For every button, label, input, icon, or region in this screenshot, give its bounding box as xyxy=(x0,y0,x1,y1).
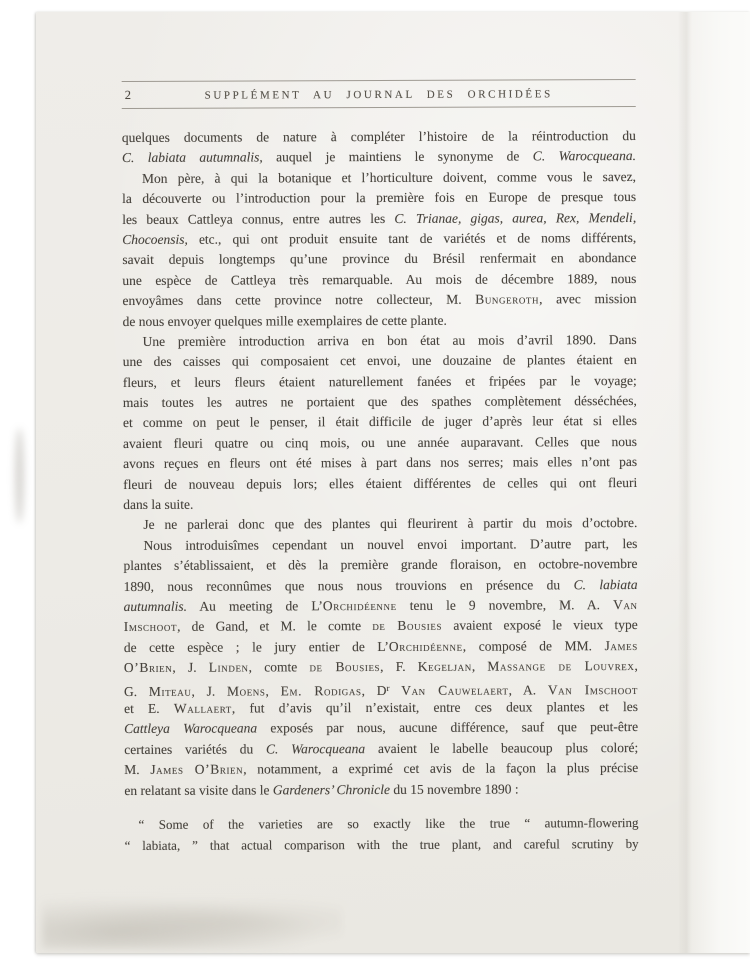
text-segment: exposés par nous, aucune différence, sauf que peut-être xyxy=(257,719,639,736)
text-segment: Au meeting de L’ xyxy=(187,598,323,614)
text-line xyxy=(122,126,636,148)
text-line xyxy=(124,677,638,699)
paragraph xyxy=(123,330,638,515)
smallcaps-name: Linden xyxy=(208,659,249,675)
text-segment: , avec mission xyxy=(539,291,637,307)
text-line xyxy=(124,738,638,760)
italic-text: Chocoensis, xyxy=(122,231,188,247)
text-segment: Une première introduction arriva en bon état au mois d’avril 1890. Dans xyxy=(142,331,637,349)
text-segment: Je ne parlerai donc que des plantes qui fleurirent à partir du mois d’octobre. xyxy=(143,515,638,533)
text-line xyxy=(124,615,638,637)
text-line xyxy=(123,391,637,413)
text-segment: quelques documents de nature à compléter l’histoire de la réintroduction du xyxy=(121,128,636,145)
text-segment: M. xyxy=(124,761,151,778)
italic-text: C. labiata autumnalis, xyxy=(121,149,263,166)
italic-text: Gardeners’ Chronicle xyxy=(272,781,390,797)
text-line xyxy=(123,330,637,352)
text-line xyxy=(123,310,637,332)
text-segment: en relatant sa visite dans le xyxy=(124,781,273,798)
text-line xyxy=(123,513,637,535)
text-line xyxy=(123,473,637,495)
paper-texture-stain xyxy=(42,894,342,949)
text-segment xyxy=(389,682,401,697)
text-segment: avons reçues en fleurs ont été mises à part dans nos serres; mais elles n’ont pas xyxy=(123,454,638,472)
text-line xyxy=(122,187,636,209)
smallcaps-name: Wallaert xyxy=(173,700,232,716)
italic-text: C. Warocqueana xyxy=(265,740,366,757)
paragraph xyxy=(122,167,637,332)
text-segment: 1890, nous reconnûmes que nous nous trouvions en présence du xyxy=(123,576,574,594)
smallcaps-name: Orchidéenne xyxy=(388,638,463,654)
text-line xyxy=(124,812,638,835)
text-segment: , xyxy=(471,658,488,674)
text-segment: et E. xyxy=(124,700,174,716)
text-line xyxy=(124,595,638,617)
text-line xyxy=(122,228,636,250)
smallcaps-name: O’Brien xyxy=(123,659,173,676)
text-segment: , fut d’avis qu’il n’existait, entre ces deux plantes et les xyxy=(231,698,639,716)
text-line xyxy=(123,432,637,454)
text-segment: certaines variétés du xyxy=(124,741,267,757)
text-line xyxy=(124,717,638,739)
text-segment: avaient exposé le vieux type xyxy=(442,617,638,634)
text-line xyxy=(122,269,636,291)
smallcaps-name: de Bousies xyxy=(372,618,443,634)
text-line xyxy=(124,779,638,801)
italic-text: autumnalis. xyxy=(123,598,188,614)
smallcaps-name: Kegeljan xyxy=(417,658,472,675)
text-segment: dans la suite. xyxy=(123,496,194,513)
smallcaps-name: Bungeroth xyxy=(475,291,540,307)
text-segment: une espèce de Cattleya très remarquable. Au mois de décembre 1889, nous xyxy=(122,270,637,288)
text-segment: et comme on peut le penser, il était difficile de juger d’après leur état si elles xyxy=(122,413,637,431)
text-line xyxy=(123,554,637,576)
text-segment: tenu le 9 novembre, M. A. xyxy=(396,597,614,613)
text-segment: du 15 novembre 1890 : xyxy=(389,780,519,797)
paragraph xyxy=(123,513,637,535)
text-segment: fleuri de nouveau depuis lors; elles étaient différentes de celles qui ont fleuri xyxy=(123,474,638,492)
italic-text: Cattleya Warocqueana xyxy=(124,720,258,737)
text-line xyxy=(125,833,639,856)
paragraph xyxy=(123,534,638,801)
text-segment: la découverte ou l’introduction pour la première fois en Europe de presque tous xyxy=(122,189,637,207)
text-line xyxy=(122,146,636,168)
text-line xyxy=(123,350,637,372)
smallcaps-name: Orchidéenne xyxy=(322,597,397,614)
text-segment: , comte xyxy=(248,659,310,675)
text-line xyxy=(124,697,638,719)
smallcaps-name: James xyxy=(604,637,638,653)
text-segment: , de Gand, et M. le comte xyxy=(177,618,373,635)
text-line xyxy=(123,371,637,393)
page-body xyxy=(122,126,639,856)
text-segment: plantes s’établissaient, et dès la première grande floraison, en octobre-novembre xyxy=(123,556,638,574)
journal-title: SUPPLÉMENT AU JOURNAL DES ORCHIDÉES xyxy=(204,88,553,102)
scanned-page xyxy=(36,12,750,953)
text-segment: , notamment, a exprimé cet avis de la façon la plus précise xyxy=(243,760,639,777)
scan-edge-artifact xyxy=(15,428,24,523)
text-segment: , xyxy=(265,682,281,698)
text-line xyxy=(123,534,637,556)
page-curl-shadow xyxy=(678,12,692,953)
smallcaps-name: Miteau xyxy=(148,683,192,699)
superscript-text: r xyxy=(386,682,390,693)
text-line xyxy=(123,411,637,433)
text-segment: , composé de MM. xyxy=(462,637,605,654)
italic-text: C. labiata xyxy=(573,576,638,592)
smallcaps-name: Van Cauwelaert xyxy=(401,682,509,698)
text-segment: mais toutes les autres ne portaient que des spathes complètement désséchées, xyxy=(122,393,637,411)
text-segment: Nous introduisîmes cependant un nouvel envoi important. D’autre part, les xyxy=(143,535,638,553)
text-segment: , F. xyxy=(380,659,418,675)
text-line xyxy=(124,656,638,678)
text-line xyxy=(122,208,636,230)
text-segment: de cette espèce ; le jury entier de L’ xyxy=(123,638,389,655)
text-line xyxy=(123,493,637,515)
text-segment: , xyxy=(634,658,638,674)
text-segment: auquel je maintiens le synonyme de xyxy=(262,148,533,165)
text-segment: les beaux Cattleya connus, entre autres les xyxy=(122,210,395,227)
text-segment: avaient fleuri quatre ou cinq mois, ou une année auparavant. Celles que nous xyxy=(123,433,638,451)
smallcaps-name: Imschoot xyxy=(123,619,178,635)
text-segment: fleurs, et leurs fleurs étaient naturellement fanées et fripées par le voyage; xyxy=(122,372,637,390)
text-segment: savait depuis longtemps qu’une province du Brésil renfermait en abondance xyxy=(122,250,637,268)
page-curl-highlight xyxy=(680,12,750,953)
smallcaps-name: Van Imschoot xyxy=(547,681,639,697)
smallcaps-name: Massange de Louvrex xyxy=(487,658,635,674)
page-header xyxy=(122,79,636,109)
text-segment: de nous envoyer quelques mille exemplaires de cette plante. xyxy=(122,312,447,329)
text-segment: Mon père, à qui la botanique et l’horticulture doivent, comme vous le savez, xyxy=(141,168,637,186)
text-segment: , A. xyxy=(508,681,548,698)
page-number: 2 xyxy=(124,87,131,102)
italic-text: C. Warocqueana. xyxy=(532,148,636,164)
smallcaps-name: James O’Brien xyxy=(150,761,244,777)
text-segment: envoyâmes dans cette province notre collecteur, M. xyxy=(122,291,476,309)
text-line xyxy=(122,289,636,311)
text-line xyxy=(122,248,636,270)
smallcaps-name: Moens xyxy=(226,682,266,699)
text-segment: “ Some of the varieties are so exactly like the true “ autumn-flowering xyxy=(138,814,639,832)
header-row xyxy=(122,80,636,108)
smallcaps-name: Em. Rodigas xyxy=(280,682,362,698)
text-segment: , D xyxy=(361,682,387,698)
text-line xyxy=(124,636,638,658)
smallcaps-name: Van xyxy=(613,596,638,613)
text-segment: , J. xyxy=(172,659,209,675)
paragraph xyxy=(122,126,636,169)
text-segment: G. xyxy=(123,683,149,699)
text-line xyxy=(123,452,637,474)
text-segment: etc., qui ont produit ensuite tant de variétés et de noms différents, xyxy=(187,229,637,247)
quoted-paragraph xyxy=(124,812,638,856)
text-segment: une des caisses qui composaient cet envoi, une douzaine de plantes étaient en xyxy=(122,352,637,370)
italic-text: C. Trianae, gigas, aurea, Rex, Mendeli, xyxy=(394,209,637,226)
text-line xyxy=(124,575,638,597)
text-line xyxy=(122,167,636,189)
page-content xyxy=(121,11,638,856)
text-segment: “ labiata, ” that actual comparison with the true plant, and careful scrutiny by xyxy=(124,835,639,853)
text-segment: , J. xyxy=(191,683,227,699)
text-line xyxy=(124,758,638,780)
smallcaps-name: de Bousies xyxy=(309,659,381,675)
text-segment: avaient le labelle beaucoup plus coloré; xyxy=(365,739,639,756)
